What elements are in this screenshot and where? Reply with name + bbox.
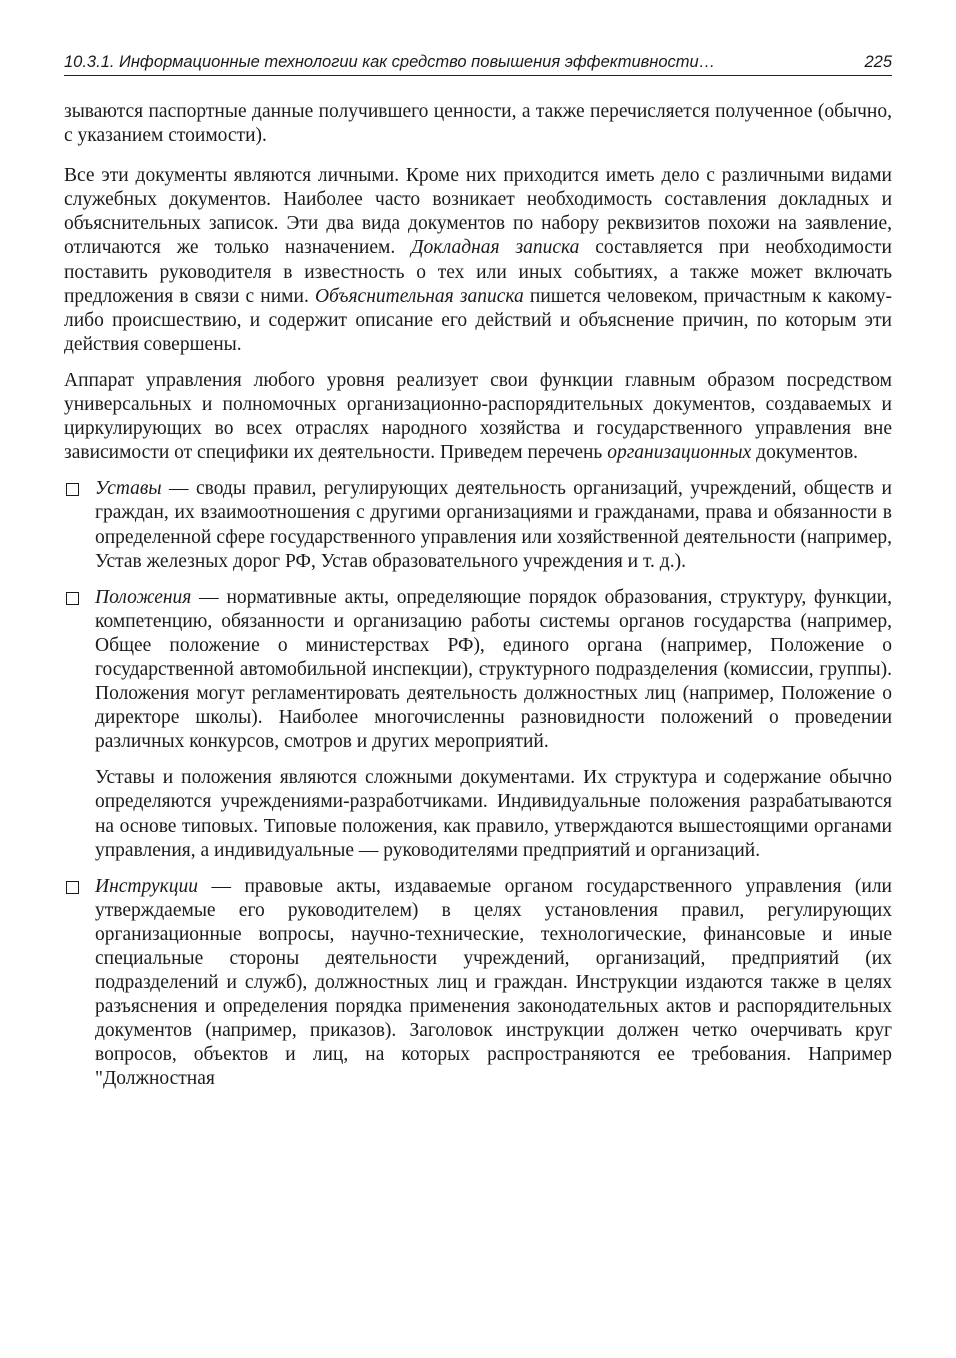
list-item-definition: — нормативные акты, определяющие порядок образования, структуру, функции, компетенцию, обязанности и организацию работы системы органов государства (например, Общее положение о министерствах РФ), единого органа (например, Положение о государственной автомобильной инспекции), структурного подразделения (комиссии, группы). Положения могут регламентировать деятельность должностных лиц (например, Положение о директоре школы). Наиболее многочисленны разновидности положений о проведении различных конкурсов, смотров и других мероприятий. (95, 586, 892, 753)
list-item-text (95, 875, 892, 1092)
list-item-term: Положения (95, 586, 192, 608)
term-obyasnitelnaya: Объяснительная записка (314, 285, 524, 307)
book-page (64, 52, 892, 1104)
list-item-text (95, 477, 892, 573)
list-item-ustavy (64, 477, 892, 573)
paragraph-documents-intro (64, 164, 892, 357)
list-item-subparagraph: Уставы и положения являются сложными документами. Их структура и содержание обычно определяются учреждениями-разработчиками. Индивидуальные положения разрабатываются на основе типовых. Типовые положения, как правило, утверждаются вышестоящими органами управления, а индивидуальные — руководителями предприятий и организаций. (95, 767, 892, 861)
list-item-definition: — правовые акты, издаваемые органом государственного управления (или утверждаемые его руководителем) в целях установления правил, регулирующих организационные вопросы, научно-технические, технологические, финансовые и иные специальные стороны деятельности учреждений, организаций, предприятий (их подразделений и служб), должностных лиц и граждан. Инструкции издаются также в целях разъяснения и определения порядка применения законодательных актов и распорядительных документов (например, приказов). Заголовок инструкции должен четко очерчивать круг вопросов, объектов и лиц, на которых распространяются ее требования. Например "Должностная (95, 875, 892, 1090)
list-item-definition: — своды правил, регулирующих деятельность организаций, учреждений, обществ и граждан, их взаимоотношения с другими организациями и гражданами, права и обязанности в определенной сфере государственного управления или хозяйственной деятельности (например, Устав железных дорог РФ, Устав образовательного учреждения и т. д.). (95, 478, 892, 572)
list-item-instruktsii (64, 875, 892, 1092)
paragraph-text: составляется при необходимости поставить руководителя в известность о тех или иных событиях, а также может включать предложения в связи с ними. (64, 237, 892, 307)
checkbox-bullet-icon (66, 881, 79, 894)
term-organizational: организационных (607, 442, 752, 464)
running-header (64, 52, 892, 76)
paragraph-text: пишется человеком, причастным к какому-либо происшествию, и содержит описание его действий и объяснение причин, по которым эти действия совершены. (64, 285, 892, 355)
paragraph-text: документов. (751, 442, 859, 464)
list-item-polozheniya (64, 586, 892, 863)
page-number: 225 (864, 53, 892, 71)
paragraph-text: Все эти документы являются личными. Кроме них приходится иметь дело с различными видами служебных документов. Наиболее часто возникает необходимость составления докладных и объяснительных записок. Эти два вида документов по набору реквизитов похожи на заявление, отличаются же только назначением. (64, 165, 892, 259)
checkbox-bullet-icon (66, 592, 79, 605)
paragraph-apparatus (64, 369, 892, 465)
list-item-term: Инструкции (95, 875, 199, 897)
term-dokladnaya: Докладная записка (411, 237, 580, 259)
checkbox-bullet-icon (66, 483, 79, 496)
paragraph-text: Аппарат управления любого уровня реализует свои функции главным образом посредством универсальных и полномочных организационно-распорядительных документов, создаваемых и циркулирующих во всех отраслях народного хозяйства и государственного управления вне зависимости от специфики их деятельности. Приведем перечень (64, 369, 892, 464)
list-item-term: Уставы (95, 478, 162, 500)
paragraph-continuation: зываются паспортные данные получившего ценности, а также перечисляется полученное (обычно, с указанием стоимости). (64, 101, 892, 147)
list-item-text (95, 586, 892, 755)
running-header-title: 10.3.1. Информационные технологии как средство повышения эффективности… (64, 53, 716, 71)
